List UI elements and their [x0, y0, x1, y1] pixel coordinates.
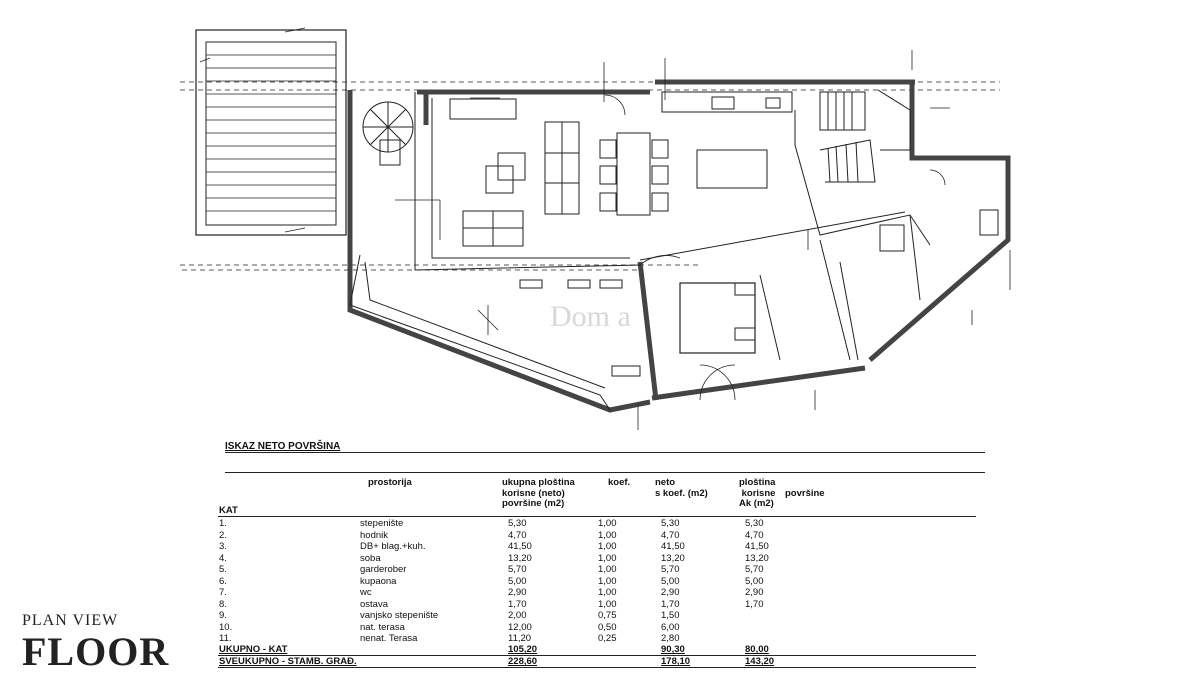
total-kat-row — [0, 644, 1200, 656]
cell-koef: 1,00 — [598, 518, 617, 529]
cell-n: 2. — [219, 529, 227, 541]
cell-neto: 2,80 — [661, 633, 680, 644]
header-povrsine: površine — [785, 488, 825, 499]
exterior-wall-main — [350, 90, 650, 410]
cell-n: 8. — [219, 598, 227, 610]
cell-n: 5. — [219, 564, 227, 575]
cell-koef: 1,00 — [598, 529, 617, 541]
cell-n: 11. — [219, 633, 232, 644]
cell-koef: 1,00 — [598, 598, 617, 610]
total-all-neto: 178,10 — [661, 656, 691, 667]
cell-neto: 5,30 — [661, 518, 680, 529]
header-kat: KAT — [219, 505, 238, 516]
table-row — [0, 622, 1200, 634]
total-all-ak: 143,20 — [745, 656, 775, 667]
cell-name: garderober — [360, 564, 407, 575]
cell-ak: 5,70 — [745, 564, 764, 575]
cell-ukupna: 13,20 — [508, 552, 532, 564]
cell-n: 9. — [219, 610, 227, 621]
cell-ukupna: 1,70 — [508, 598, 527, 610]
cell-n: 6. — [219, 575, 227, 587]
furniture — [450, 92, 998, 376]
total-all-label: SVEUKUPNO - STAMB. GRAĐ. — [219, 656, 357, 667]
cell-name: vanjsko stepenište — [360, 610, 439, 621]
total-kat-ak: 80,00 — [745, 644, 769, 655]
cell-koef: 0,75 — [598, 610, 617, 621]
cell-ukupna: 4,70 — [508, 529, 527, 541]
cell-koef: 0,50 — [598, 621, 617, 633]
cell-n: 4. — [219, 552, 227, 564]
table-row — [0, 633, 1200, 645]
watermark: Dom a — [550, 300, 631, 333]
cell-neto: 41,50 — [661, 541, 685, 552]
table-row — [0, 564, 1200, 576]
cell-ak: 1,70 — [745, 598, 764, 610]
header-ukupna: ukupna ploština korisne (neto) površine (m2) — [502, 477, 575, 509]
cell-koef: 1,00 — [598, 564, 617, 575]
cell-ak: 41,50 — [745, 541, 769, 552]
table-row — [0, 599, 1200, 611]
cell-name: nenat. Terasa — [360, 633, 418, 644]
table-row — [0, 610, 1200, 622]
cell-ak: 5,30 — [745, 518, 764, 529]
cell-name: kupaona — [360, 575, 397, 587]
cell-ukupna: 2,00 — [508, 610, 527, 621]
divider — [218, 667, 976, 668]
cell-neto: 13,20 — [661, 552, 685, 564]
cell-neto: 4,70 — [661, 529, 680, 541]
cell-neto: 1,70 — [661, 598, 680, 610]
cell-neto: 1,50 — [661, 610, 680, 621]
divider — [225, 472, 985, 473]
cell-name: nat. terasa — [360, 621, 405, 633]
total-all-row — [0, 656, 1200, 668]
cell-ukupna: 12,00 — [508, 621, 532, 633]
cell-n: 3. — [219, 541, 227, 552]
cell-ukupna: 5,70 — [508, 564, 527, 575]
cell-name: stepenište — [360, 518, 404, 529]
cell-koef: 1,00 — [598, 541, 617, 552]
total-kat-ukupna: 105,20 — [508, 644, 538, 655]
cell-name: DB+ blag.+kuh. — [360, 541, 426, 552]
cell-name: soba — [360, 552, 381, 564]
cell-neto: 2,90 — [661, 587, 680, 598]
table-row — [0, 576, 1200, 588]
spiral-stair — [363, 102, 413, 165]
total-all-ukupna: 228,60 — [508, 656, 538, 667]
cell-n: 7. — [219, 587, 227, 598]
cell-neto: 6,00 — [661, 621, 680, 633]
header-koef: koef. — [608, 477, 631, 488]
cell-ak: 4,70 — [745, 529, 764, 541]
cell-name: hodnik — [360, 529, 388, 541]
header-neto: neto s koef. (m2) — [655, 477, 708, 499]
cell-ukupna: 41,50 — [508, 541, 532, 552]
cell-ukupna: 5,00 — [508, 575, 527, 587]
cell-ak: 5,00 — [745, 575, 764, 587]
cell-koef: 1,00 — [598, 575, 617, 587]
caption-plan-view: PLAN VIEW — [22, 612, 119, 629]
cell-ukupna: 2,90 — [508, 587, 527, 598]
cell-koef: 1,00 — [598, 552, 617, 564]
cell-ukupna: 5,30 — [508, 518, 527, 529]
cell-name: ostava — [360, 598, 388, 610]
caption-floor: FLOOR — [22, 629, 170, 674]
external-stair — [196, 30, 346, 235]
table-title: ISKAZ NETO POVRŠINA — [225, 441, 341, 452]
divider — [218, 516, 976, 517]
cell-n: 10. — [219, 621, 233, 633]
divider — [225, 452, 985, 453]
table-row — [0, 530, 1200, 542]
header-prostorija: prostorija — [368, 477, 412, 488]
table-row — [0, 541, 1200, 553]
cell-koef: 1,00 — [598, 587, 617, 598]
cell-ak: 2,90 — [745, 587, 764, 598]
total-kat-neto: 90,30 — [661, 644, 685, 655]
table-row — [0, 518, 1200, 530]
cell-neto: 5,00 — [661, 575, 680, 587]
cell-neto: 5,70 — [661, 564, 680, 575]
cell-n: 1. — [219, 518, 227, 529]
cell-koef: 0,25 — [598, 633, 617, 644]
table-row — [0, 587, 1200, 599]
table-row — [0, 553, 1200, 565]
cell-ukupna: 11,20 — [508, 633, 532, 644]
cell-ak: 13,20 — [745, 552, 769, 564]
cell-name: wc — [360, 587, 372, 598]
internal-stair — [820, 90, 910, 182]
header-plostina: ploština korisne Ak (m2) — [739, 477, 776, 509]
total-kat-label: UKUPNO - KAT — [219, 644, 288, 655]
